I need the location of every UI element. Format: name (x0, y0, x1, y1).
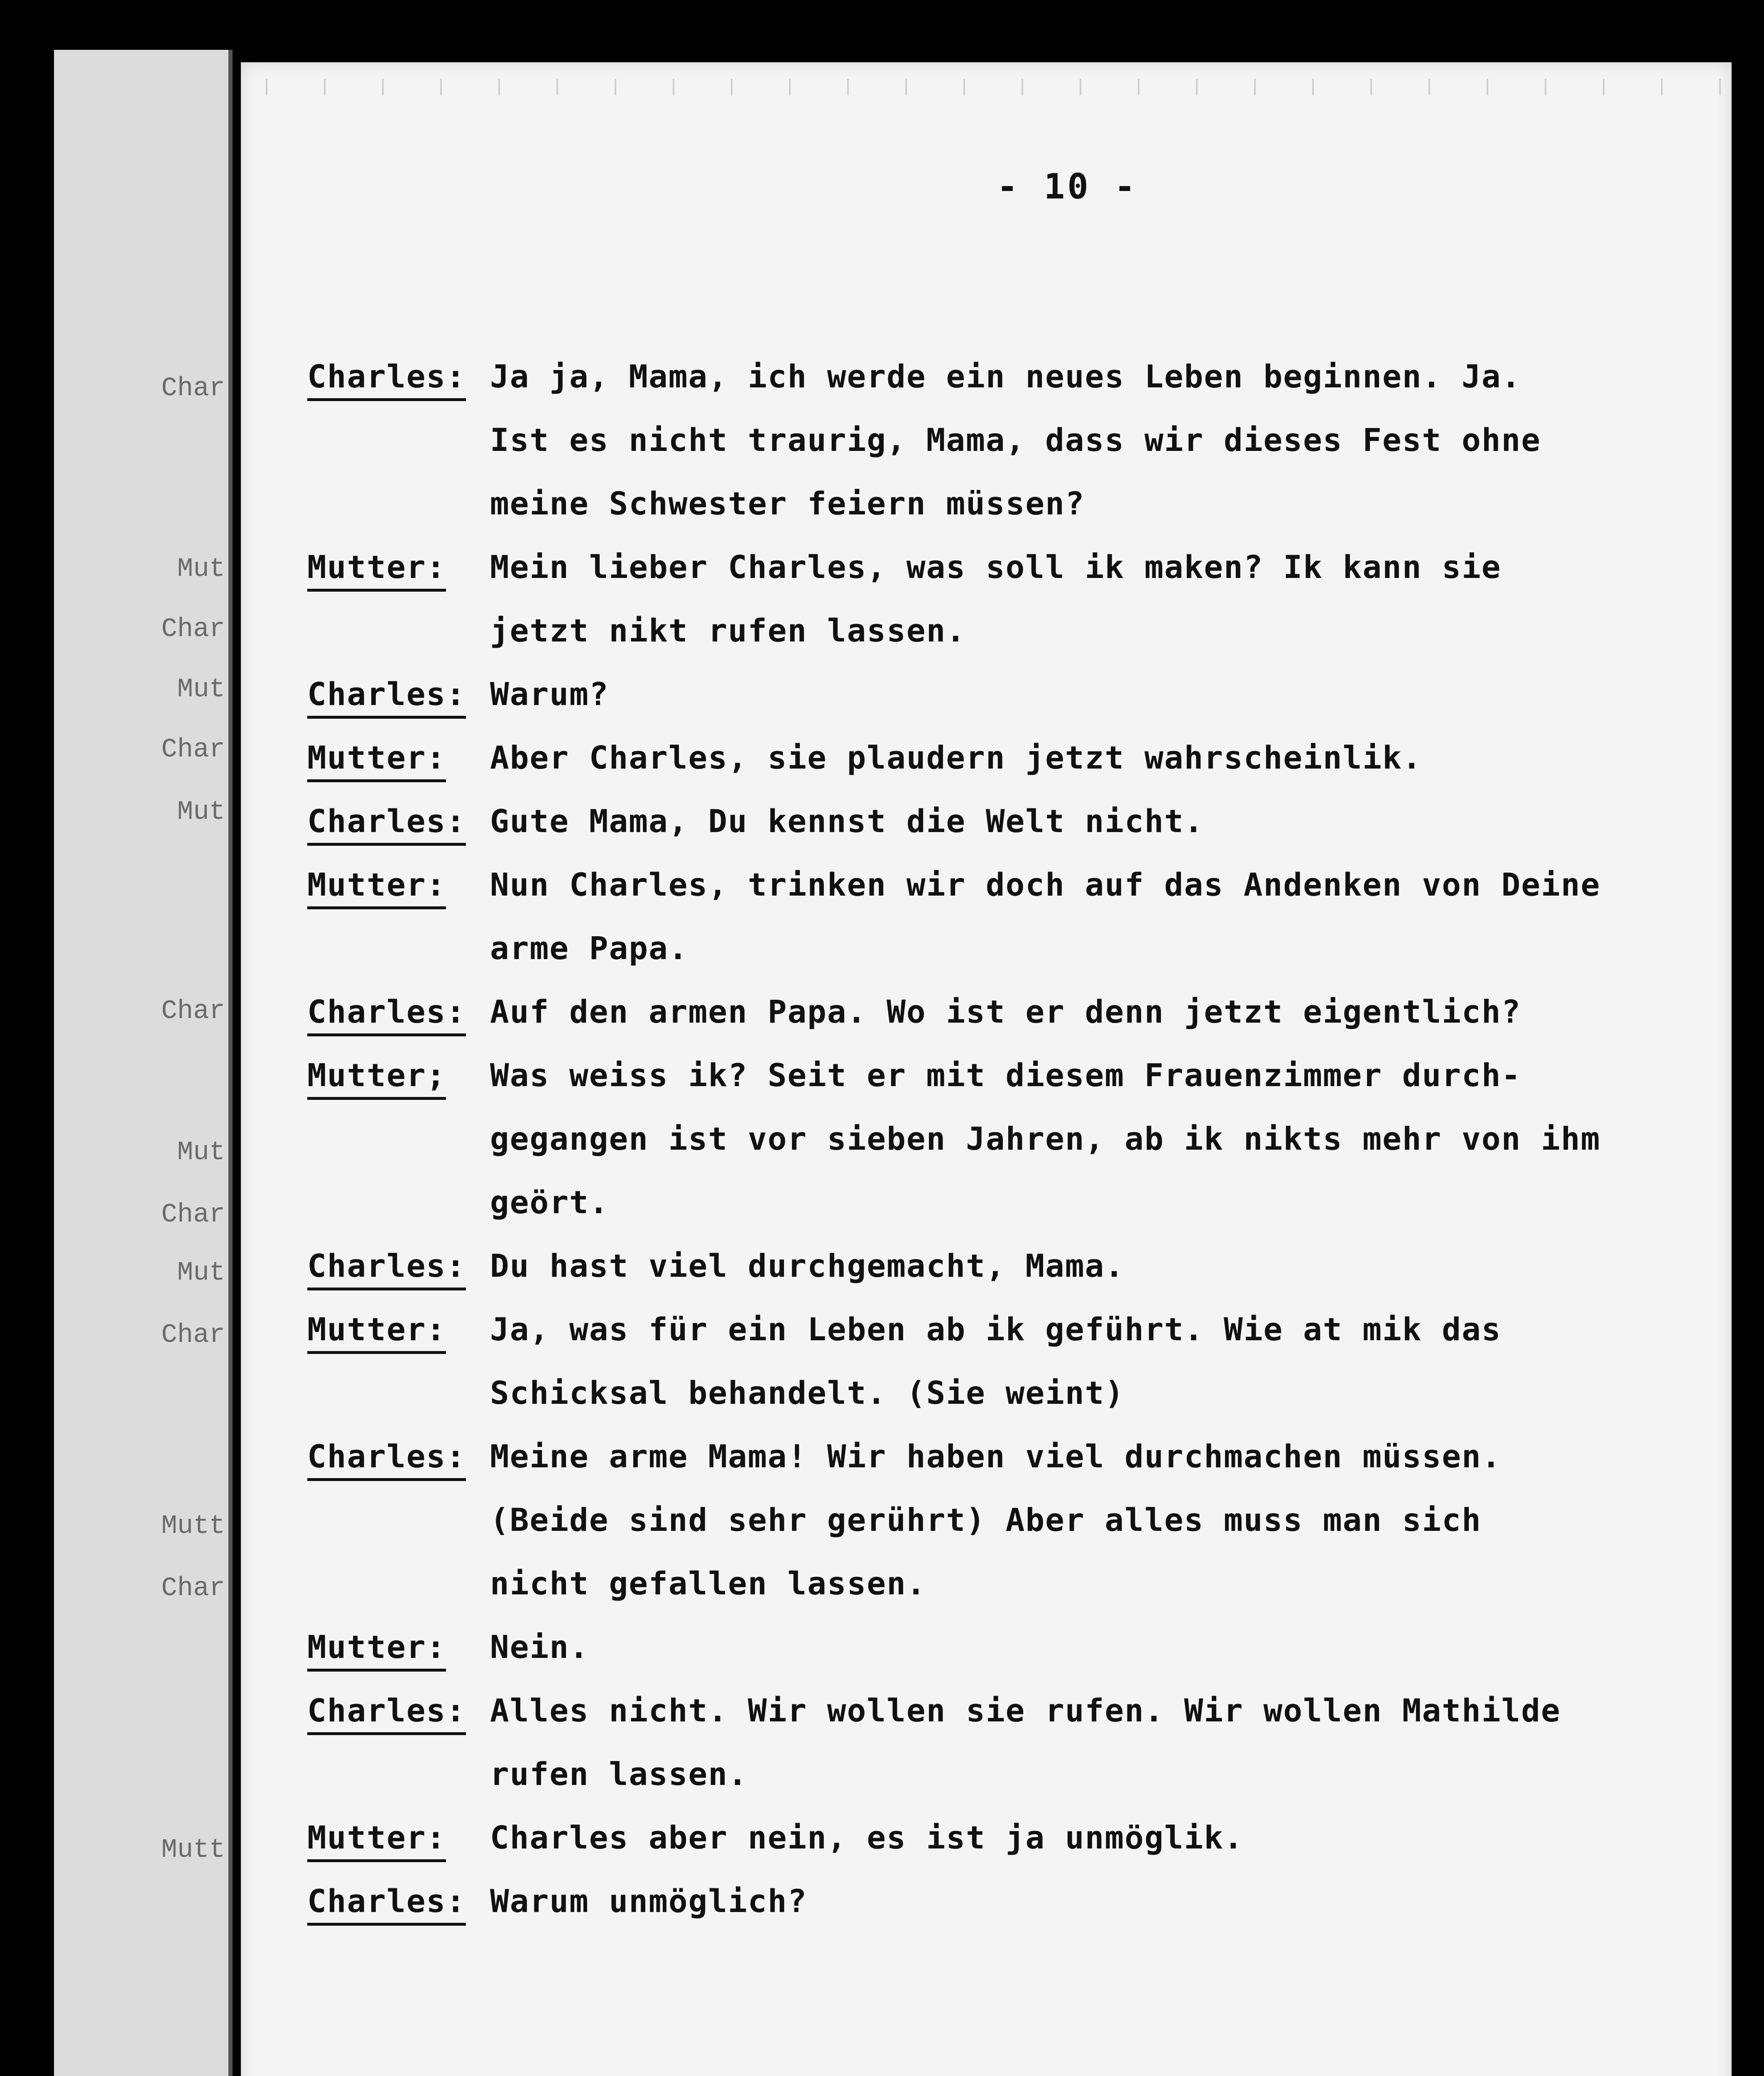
dialogue-line: jetzt nikt rufen lassen. (490, 612, 966, 649)
dialogue-line: Aber Charles, sie plaudern jetzt wahrscheinlik. (490, 739, 1422, 776)
dialogue-entry (307, 980, 1678, 1043)
speaker-label: Mutter: (307, 853, 490, 916)
dialogue-line: Ist es nicht traurig, Mama, dass wir dieses Fest ohne (490, 421, 1541, 458)
back-page-fragment: Char (161, 374, 225, 404)
manuscript-page (241, 62, 1732, 2076)
back-page-fragment: Mut (177, 675, 225, 705)
dialogue-line: Warum? (490, 676, 609, 712)
dialogue-line: rufen lassen. (490, 1755, 748, 1792)
speaker-label: Mutter: (307, 1298, 490, 1361)
speaker-label: Mutter: (307, 1615, 490, 1679)
dialogue-line: Ja, was für ein Leben ab ik geführt. Wie at mik das (490, 1311, 1502, 1348)
back-page-fragment: Char (161, 735, 225, 765)
dialogue-entry (307, 535, 1678, 662)
speaker-label: Charles: (307, 789, 490, 853)
dialogue-line: Meine arme Mama! Wir haben viel durchmachen müssen. (490, 1438, 1502, 1475)
back-page-fragment: Char (161, 614, 225, 644)
back-page-fragment: Mut (177, 1138, 225, 1168)
dialogue-entry (307, 1615, 1678, 1679)
back-page-fragment: Mut (177, 1258, 225, 1288)
back-page-fragment: Mutt (161, 1511, 225, 1541)
speaker-label: Charles: (307, 980, 490, 1043)
dialogue-entry (307, 1234, 1678, 1298)
speaker-label: Mutter: (307, 726, 490, 789)
dialogue-line: Ja ja, Mama, ich werde ein neues Leben beginnen. Ja. (490, 358, 1521, 395)
dialogue-line: Nun Charles, trinken wir doch auf das Andenken von Deine (490, 866, 1601, 903)
dialogue-line: Charles aber nein, es ist ja unmöglik. (490, 1819, 1244, 1856)
scan-noise (241, 79, 1732, 95)
speaker-label: Charles: (307, 1234, 490, 1298)
dialogue-line: Du hast viel durchgemacht, Mama. (490, 1247, 1125, 1284)
speaker-label: Mutter; (307, 1043, 490, 1107)
back-page-fragment: Char (161, 1200, 225, 1230)
speaker-label: Charles: (307, 1679, 490, 1742)
speaker-label: Charles: (307, 345, 490, 408)
speaker-label: Charles: (307, 662, 490, 726)
dialogue-entry (307, 662, 1678, 726)
dialogue-line: Nein. (490, 1628, 589, 1665)
dialogue-line: arme Papa. (490, 930, 688, 967)
dialogue-entry (307, 1806, 1678, 1869)
dialogue-block (307, 345, 1678, 1933)
dialogue-line: Gute Mama, Du kennst die Welt nicht. (490, 803, 1204, 840)
dialogue-line: (Beide sind sehr gerührt) Aber alles muss man sich (490, 1501, 1482, 1538)
speaker-label: Mutter: (307, 1806, 490, 1869)
dialogue-line: geört. (490, 1184, 609, 1221)
dialogue-line: gegangen ist vor sieben Jahren, ab ik nikts mehr von ihm (490, 1120, 1601, 1157)
back-page-edge (54, 50, 233, 2076)
page-number: - 10 - (997, 166, 1138, 207)
dialogue-entry (307, 1679, 1678, 1806)
dialogue-line: Warum unmöglich? (490, 1883, 808, 1919)
dialogue-entry (307, 1298, 1678, 1425)
speaker-label: Charles: (307, 1869, 490, 1933)
dialogue-entry (307, 345, 1678, 535)
speaker-label: Charles: (307, 1425, 490, 1488)
dialogue-line: Mein lieber Charles, was soll ik maken? Ik kann sie (490, 548, 1502, 585)
dialogue-entry (307, 789, 1678, 853)
dialogue-line: Alles nicht. Wir wollen sie rufen. Wir wollen Mathilde (490, 1692, 1561, 1729)
back-page-fragment: Mutt (161, 1835, 225, 1865)
dialogue-line: Was weiss ik? Seit er mit diesem Frauenzimmer durch- (490, 1057, 1521, 1094)
dialogue-entry (307, 1425, 1678, 1615)
dialogue-entry (307, 853, 1678, 980)
dialogue-entry (307, 726, 1678, 789)
dialogue-line: Auf den armen Papa. Wo ist er denn jetzt eigentlich? (490, 993, 1521, 1030)
dialogue-entry (307, 1869, 1678, 1933)
back-page-fragment: Char (161, 996, 225, 1026)
dialogue-entry (307, 1043, 1678, 1234)
speaker-label: Mutter: (307, 535, 490, 599)
dialogue-line: nicht gefallen lassen. (490, 1565, 926, 1602)
back-page-fragment: Mut (177, 797, 225, 827)
back-page-fragment: Char (161, 1574, 225, 1604)
dialogue-line: Schicksal behandelt. (Sie weint) (490, 1374, 1125, 1411)
back-page-fragment: Char (161, 1320, 225, 1350)
dialogue-line: meine Schwester feiern müssen? (490, 485, 1085, 522)
back-page-fragment: Mut (177, 554, 225, 584)
